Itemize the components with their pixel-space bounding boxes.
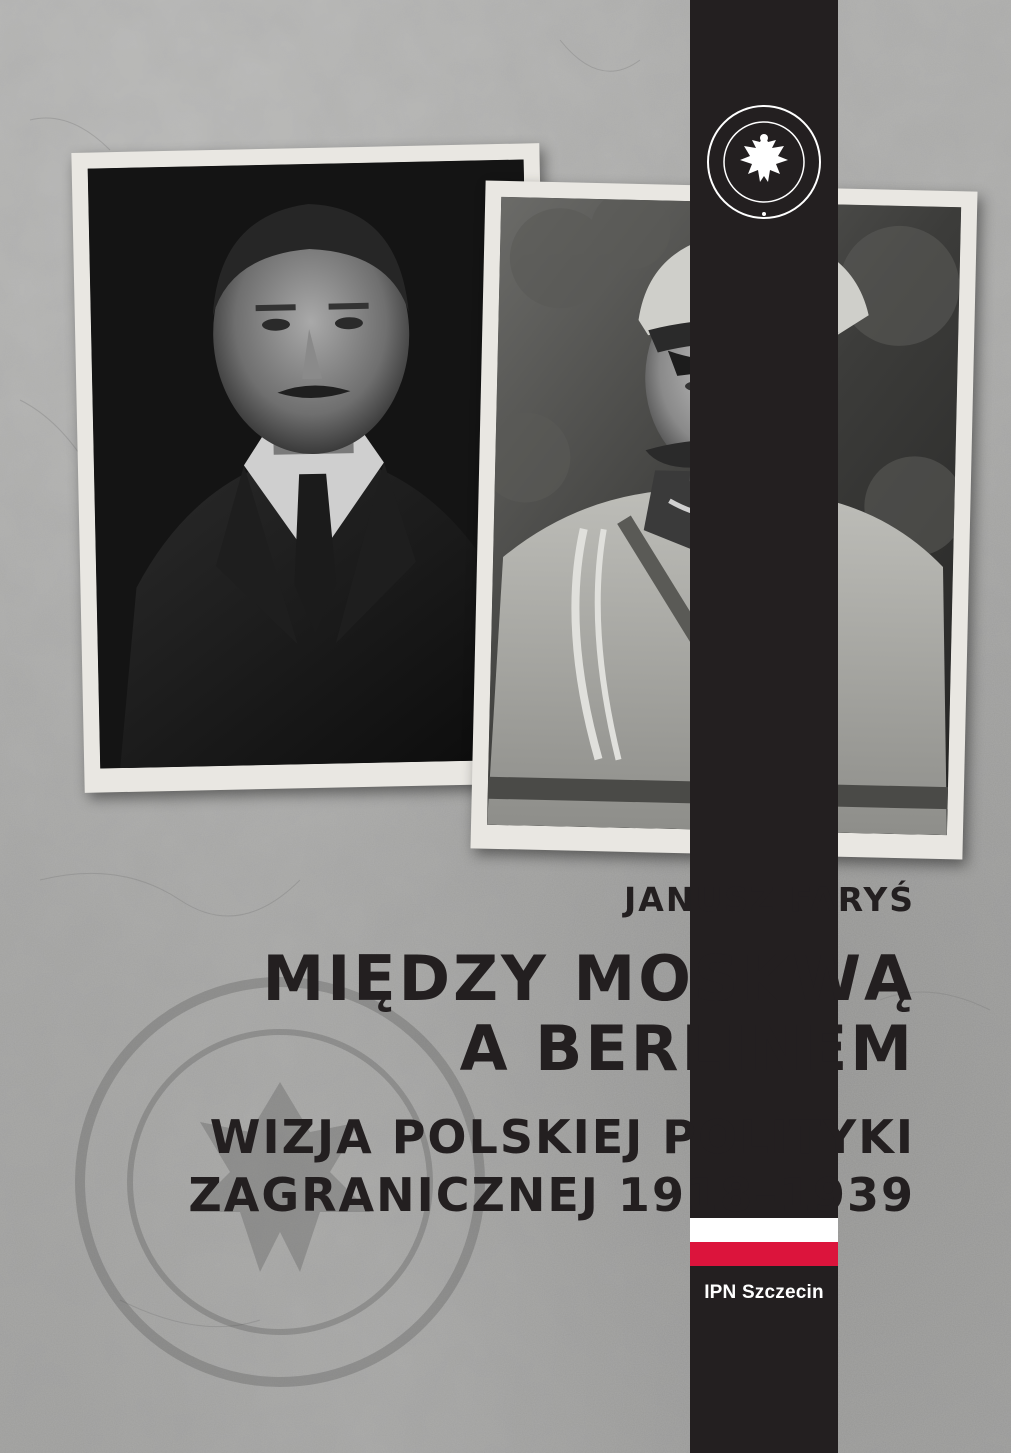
author-name: JANUSZ FARYŚ — [624, 880, 915, 919]
book-subtitle — [188, 1108, 915, 1224]
title-line-1: MIĘDZY MOSKWĄ — [262, 942, 915, 1015]
subtitle-line-2: ZAGRANICZNEJ 1918–1939 — [188, 1168, 915, 1222]
title-line-2: A BERLINEM — [459, 1012, 915, 1085]
publisher-band — [690, 0, 838, 1453]
portrait-man-suit-icon — [88, 160, 536, 769]
ipn-emblem-icon — [704, 90, 824, 240]
subtitle-line-1: WIZJA POLSKIEJ POLITYKI — [209, 1110, 915, 1164]
book-title — [263, 944, 916, 1084]
publisher-label: IPN Szczecin — [704, 1282, 824, 1303]
flag-red-stripe — [690, 1242, 838, 1266]
polish-flag — [690, 1218, 838, 1266]
